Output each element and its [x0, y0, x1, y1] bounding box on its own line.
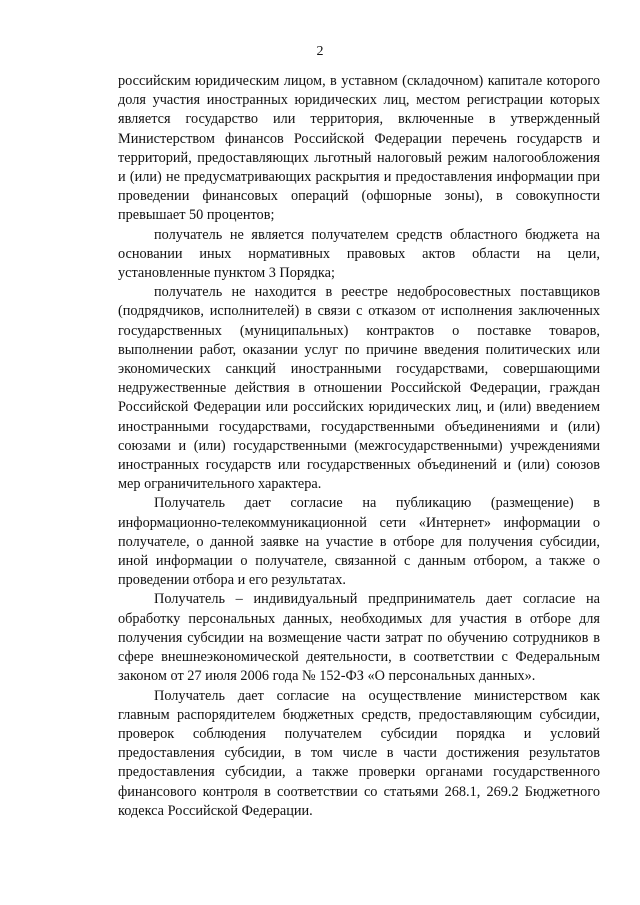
paragraph-audit-consent: Получатель дает согласие на осуществление министерством как главным распорядителем бюджетных средств, предоставляющим субсидии, проверок соблюдения получателем субсидии порядка и условий предоставления субсидии, в том числе в части достижения результатов предоставления субсидии, а также проверки органами государственного финансового контроля в соответствии со статьями 268.1, 269.2 Бюджетного кодекса Российской Федерации. [118, 687, 600, 819]
document-body [118, 72, 600, 821]
paragraph-personal-data-consent: Получатель – индивидуальный предприниматель дает согласие на обработку персональных данных, необходимых для участия в отборе для получения субсидии на возмещение части затрат по обучению сотрудников в сфере внешнеэкономической деятельности, в соответствии с Федеральным законом от 27 июля 2006 года № 152-ФЗ «О персональных данных». [118, 591, 600, 685]
page-number: 2 [316, 44, 324, 59]
paragraph-offshore-condition: российским юридическим лицом, в уставном (складочном) капитале которого доля участия иностранных юридических лиц, местом регистрации которых является государство или территория, включенные в утвержденный Министерством финансов Российской Федерации перечень государств и территорий, предоставляющих льготный налоговый режим налогообложения и (или) не предусматривающих раскрытия и предоставления информации при проведении финансовых операций (офшорные зоны), в совокупности превышает 50 процентов; [118, 73, 600, 224]
paragraph-not-budget-recipient: получатель не является получателем средств областного бюджета на основании иных нормативных правовых актов области на цели, установленные пунктом 3 Порядка; [118, 226, 600, 282]
paragraph-not-in-registry: получатель не находится в реестре недобросовестных поставщиков (подрядчиков, исполнителей) в связи с отказом от исполнения заключенных государственных (муниципальных) контрактов о поставке товаров, выполнении работ, оказании услуг по причине введения политических или экономических санкций иностранными государствами, совершающими недружественные действия в отношении Российской Федерации, граждан Российской Федерации или российских юридических лиц, и (или) введением иностранными государствами, государственными объединениями и (или) союзами и (или) государственными (межгосударственными) учреждениями иностранных государств или государственных объединений и (или) союзов мер ограничительного характера. [118, 284, 600, 493]
paragraph-publication-consent: Получатель дает согласие на публикацию (размещение) в информационно-телекоммуникационной сети «Интернет» информации о получателе, о данной заявке на участие в отборе для получения субсидии, иной информации о получателе, связанной с данным отбором, а также о проведении отбора и его результатах. [118, 495, 600, 589]
